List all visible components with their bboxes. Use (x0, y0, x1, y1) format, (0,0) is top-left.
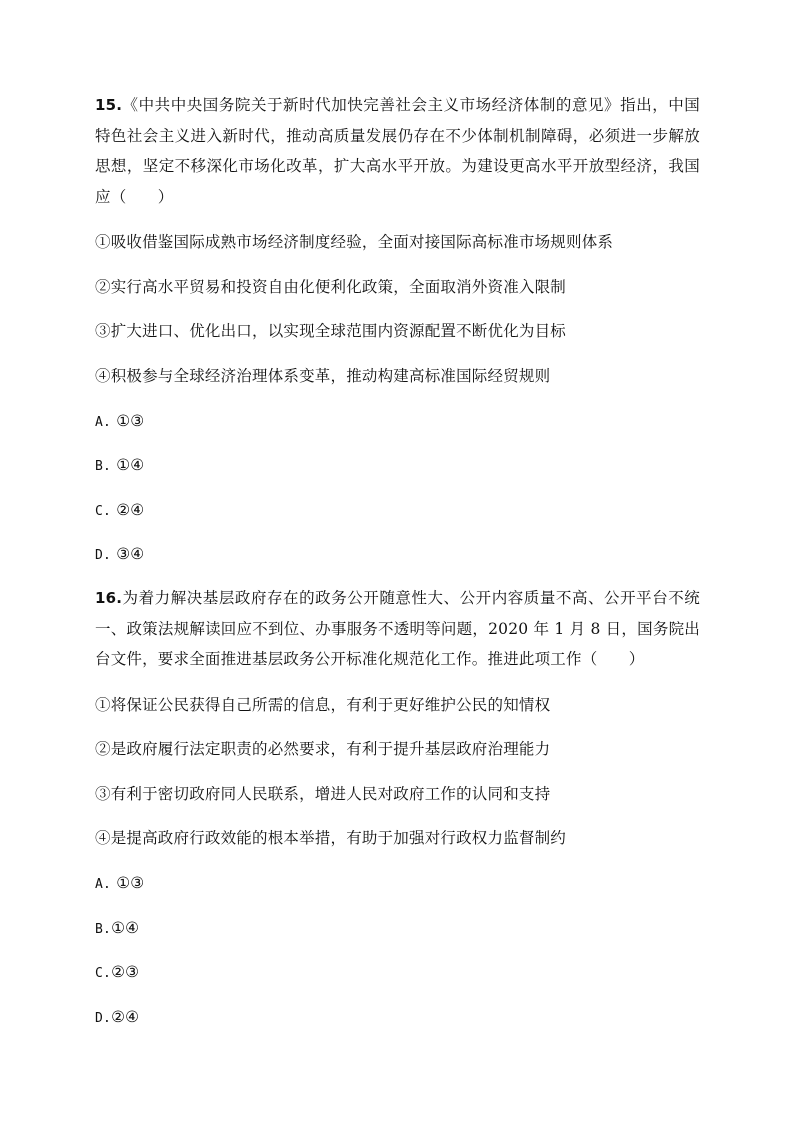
q15-statement-3: ③扩大进口、优化出口，以实现全球范围内资源配置不断优化为目标 (95, 322, 567, 340)
q16-option-b-letter: B. (95, 922, 112, 937)
q15-option-c-text: ②④ (116, 501, 145, 519)
q16-statement-1: ①将保证公民获得自己所需的信息，有利于更好维护公民的知情权 (95, 696, 551, 714)
q16-option-a[interactable] (95, 871, 144, 897)
q15-option-d-text: ③④ (116, 545, 145, 563)
q15-option-b-text: ①④ (116, 456, 145, 474)
q16-option-c-letter: C. (95, 966, 112, 981)
question-15-stem (95, 90, 700, 212)
question-16-stem (95, 583, 700, 675)
q16-option-a-text: ①③ (116, 874, 145, 892)
q16-statement-3: ③有利于密切政府同人民联系，增进人民对政府工作的认同和支持 (95, 785, 551, 803)
q15-option-b[interactable] (95, 453, 144, 479)
q16-option-c-text: ②③ (111, 963, 140, 981)
q16-option-c[interactable] (95, 960, 139, 986)
q16-statement-2: ②是政府履行法定职责的必然要求，有利于提升基层政府治理能力 (95, 740, 551, 758)
q15-option-a[interactable] (95, 409, 144, 435)
question-16 (95, 583, 700, 675)
q16-option-d-letter: D. (95, 1011, 112, 1026)
q16-option-b-text: ①④ (111, 919, 140, 937)
question-15 (95, 90, 700, 212)
q15-option-c-letter: C. (95, 504, 112, 519)
q15-statement-4: ④积极参与全球经济治理体系变革，推动构建高标准国际经贸规则 (95, 367, 551, 385)
q15-option-a-text: ①③ (116, 412, 145, 430)
question-15-text: 《中共中央国务院关于新时代加快完善社会主义市场经济体制的意见》指出，中国特色社会主义进入新时代，推动高质量发展仍存在不少体制机制障碍，必须进一步解放思想，坚定不移深化市场化改革，扩大高水平开放。为建设更高水平开放型经济，我国应（ ） (95, 96, 700, 206)
q15-option-a-letter: A. (95, 415, 112, 430)
question-16-number: 16. (95, 589, 123, 607)
question-15-number: 15. (95, 96, 123, 114)
q15-option-d-letter: D. (95, 548, 112, 563)
q16-statement-4: ④是提高政府行政效能的根本举措，有助于加强对行政权力监督制约 (95, 829, 567, 847)
question-16-text: 为着力解决基层政府存在的政务公开随意性大、公开内容质量不高、公开平台不统一、政策法规解读回应不到位、办事服务不透明等问题，2020 年 1 月 8 日，国务院出台文件，要求全面推进基层政务公开标准化规范化工作。推进此项工作（ ） (95, 589, 700, 668)
q15-option-b-letter: B. (95, 459, 112, 474)
q15-option-c[interactable] (95, 498, 144, 524)
q16-option-d-text: ②④ (111, 1008, 140, 1026)
q16-option-b[interactable] (95, 916, 139, 942)
q15-option-d[interactable] (95, 542, 144, 568)
q16-option-d[interactable] (95, 1005, 139, 1031)
q16-option-a-letter: A. (95, 877, 112, 892)
q15-statement-1: ①吸收借鉴国际成熟市场经济制度经验，全面对接国际高标准市场规则体系 (95, 233, 614, 251)
q15-statement-2: ②实行高水平贸易和投资自由化便利化政策，全面取消外资准入限制 (95, 278, 567, 296)
